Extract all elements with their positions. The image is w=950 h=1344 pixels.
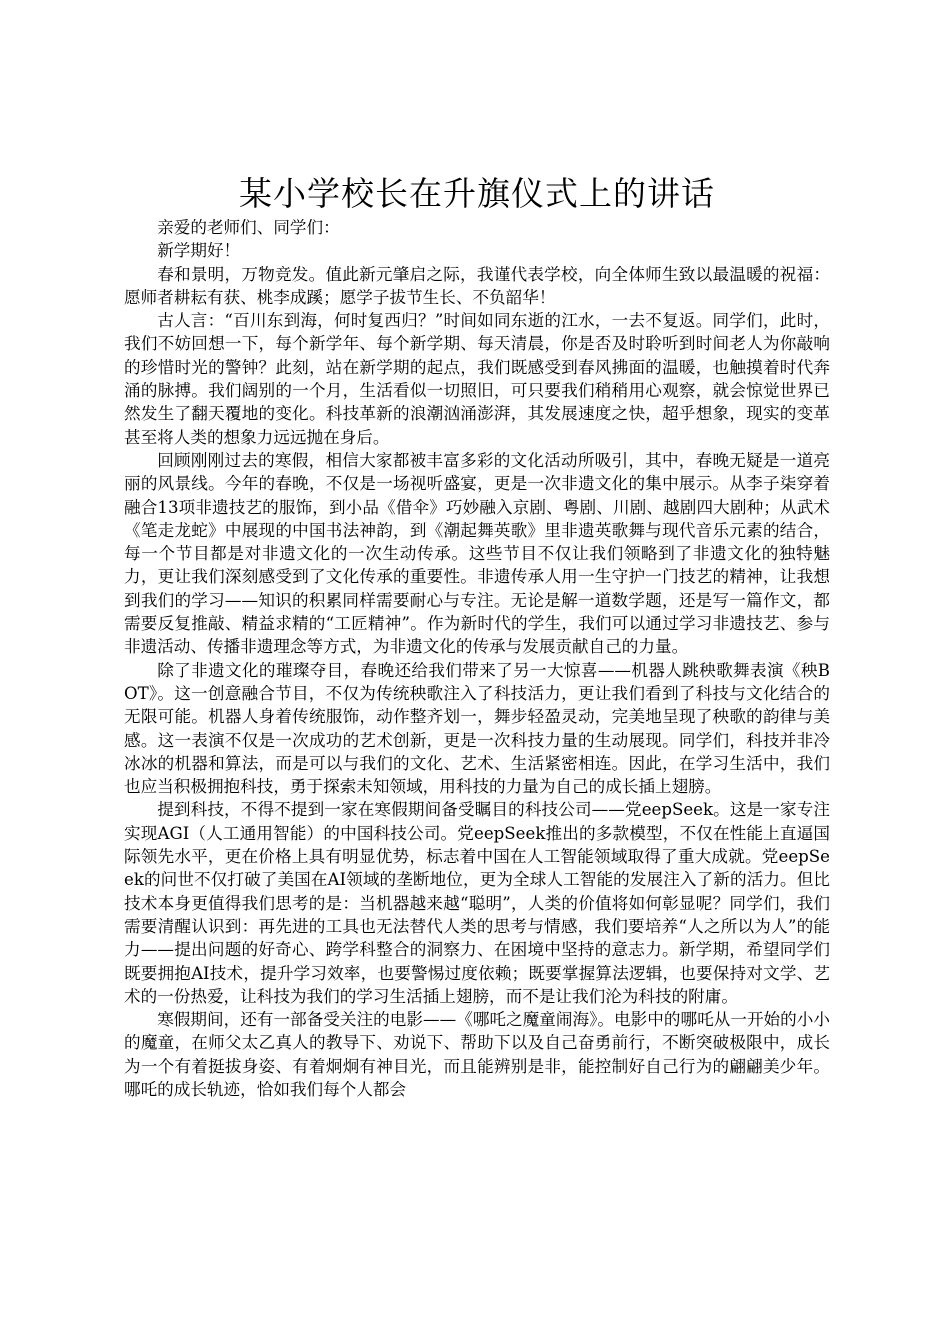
document-page	[124, 172, 830, 1226]
document-title: 某小学校长在升旗仪式上的讲话	[239, 174, 715, 213]
paragraph: 除了非遗文化的璀璨夺目，春晚还给我们带来了另一大惊喜——机器人跳秧歌舞表演《秧BOT》。这一创意融合节目，不仅为传统秧歌注入了科技活力，更让我们看到了科技与文化结合的无限可能。机器人身着传统服饰，动作整齐划一，舞步轻盈灵动，完美地呈现了秧歌的韵律与美感。这一表演不仅是一次成功的艺术创新，更是一次科技力量的生动展现。同学们，科技并非冷冰冰的机器和算法，而是可以与我们的文化、艺术、生活紧密相连。因此，在学习生活中，我们也应当积极拥抱科技，勇于探索未知领域，用科技的力量为自己的成长插上翅膀。	[124, 660, 830, 797]
greeting: 亲爱的老师们、同学们：	[157, 218, 340, 237]
document-body	[124, 216, 830, 1226]
salutation: 新学期好！	[157, 241, 241, 261]
paragraph: 回顾刚刚过去的寒假，相信大家都被丰富多彩的文化活动所吸引，其中，春晚无疑是一道亮丽的风景线。今年的春晚，不仅是一场视听盛宴，更是一次非遗文化的集中展示。从李子柒穿着融合13项非遗技艺的服饰，到小品《借伞》巧妙融入京剧、粤剧、川剧、越剧四大剧种；从武术《笔走龙蛇》中展现的中国书法神韵，到《潮起舞英歌》里非遗英歌舞与现代音乐元素的结合，每一个节目都是对非遗文化的一次生动传承。这些节目不仅让我们领略到了非遗文化的独特魅力，更让我们深刻感受到了文化传承的重要性。非遗传承人用一生守护一门技艺的精神，让我想到我们的学习——知识的积累同样需要耐心与专注。无论是解一道数学题，还是写一篇作文，都需要反复推敲、精益求精的“工匠精神”。作为新时代的学生，我们可以通过学习非遗技艺、参与非遗活动、传播非遗理念等方式，为非遗文化的传承与发展贡献自己的力量。	[124, 450, 830, 657]
paragraph: 寒假期间，还有一部备受关注的电影——《哪吒之魔童闹海》。电影中的哪吒从一开始的小小的魔童，在师父太乙真人的教导下、劝说下、帮助下以及自己奋勇前行，不断突破极限中，成长为一个有着挺拔身姿、有着炯炯有神目光，而且能辨别是非，能控制好自己行为的翩翩美少年。哪吒的成长轨迹，恰如我们每个人都会	[124, 1010, 830, 1099]
paragraph: 提到科技，不得不提到一家在寒假期间备受瞩目的科技公司——党eepSeek。这是一家专注实现AGI（人工通用智能）的中国科技公司。党eepSeek推出的多款模型，不仅在性能上直逼国际领先水平，更在价格上具有明显优势，标志着中国在人工智能领域取得了重大成就。党eepSeek的问世不仅打破了美国在AI领域的垄断地位，更为全球人工智能的发展注入了新的活力。但比技术本身更值得我们思考的是：当机器越来越“聪明”，人类的价值将如何彰显呢？同学们，我们需要清醒认识到：再先进的工具也无法替代人类的思考与情感，我们要培养“人之所以为人”的能力——提出问题的好奇心、跨学科整合的洞察力、在困境中坚持的意志力。新学期，希望同学们既要拥抱AI技术，提升学习效率，也要警惕过度依赖；既要掌握算法逻辑，也要保持对文学、艺术的一份热爱，让科技为我们的学习生活插上翅膀，而不是让我们沦为科技的附庸。	[124, 800, 830, 1006]
paragraph: 春和景明，万物竞发。值此新元肇启之际，我谨代表学校，向全体师生致以最温暖的祝福：愿师者耕耘有获、桃李成蹊；愿学子拔节生长、不负韶华！	[124, 264, 830, 307]
paragraph: 古人言：“百川东到海，何时复西归？”时间如同东逝的江水，一去不复返。同学们，此时，我们不妨回想一下，每个新学年、每个新学期、每天清晨，你是否及时聆听到时间老人为你敲响的珍惜时光的警钟？此刻，站在新学期的起点，我们既感受到春风拂面的温暖，也触摸着时代奔涌的脉搏。我们阔别的一个月，生活看似一切照旧，可只要我们稍稍用心观察，就会惊觉世界已然发生了翻天覆地的变化。科技革新的浪潮汹涌澎湃，其发展速度之快，超乎想象，现实的变革甚至将人类的想象力远远抛在身后。	[124, 311, 830, 447]
